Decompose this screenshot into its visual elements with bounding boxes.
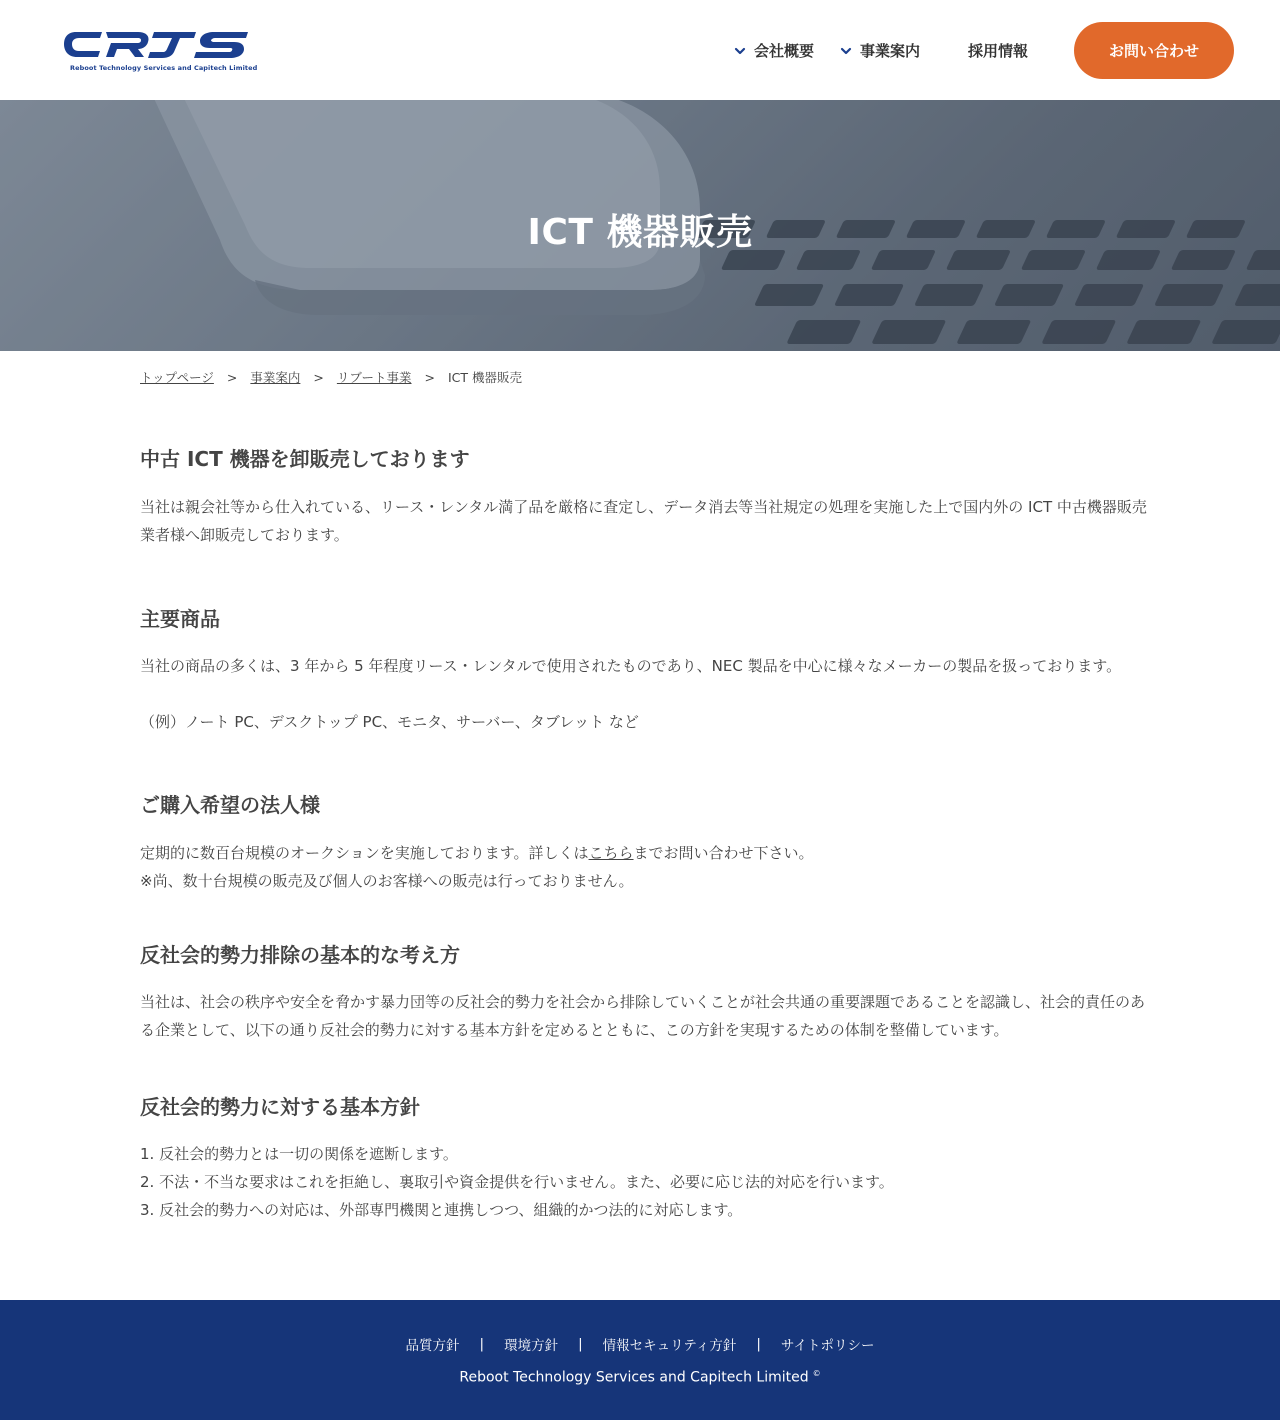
footer-separator: | <box>756 1336 761 1352</box>
nav-item-label: 会社概要 <box>753 42 814 60</box>
nav-item-company[interactable] <box>734 40 814 61</box>
copyright <box>0 1369 1280 1386</box>
contact-button[interactable]: お問い合わせ <box>1074 22 1234 79</box>
nav-item-recruit[interactable] <box>968 40 1028 61</box>
footer-link-security-policy[interactable]: 情報セキュリティ方針 <box>602 1338 737 1354</box>
product-examples: （例）ノート PC、デスクトップ PC、モニタ、サーバー、タブレット など <box>140 713 639 731</box>
copyright-text: Reboot Technology Services and Capitech Limited <box>459 1369 809 1386</box>
main-nav <box>708 22 1234 79</box>
section-paragraph: 当社は親会社等から仕入れている、リース・レンタル満了品を厳格に査定し、データ消去等当社規定の処理を実施した上で国内外の ICT 中古機器販売業者様へ卸販売しております。 <box>140 498 1147 544</box>
nav-item-label: 採用情報 <box>967 42 1028 60</box>
chevron-down-icon <box>840 45 852 57</box>
page-title: ICT 機器販売 <box>527 212 753 253</box>
section-heading: 反社会的勢力に対する基本方針 <box>140 1095 420 1119</box>
footer-link-quality-policy[interactable]: 品質方針 <box>405 1338 460 1354</box>
policy-item: 2. 不法・不当な要求はこれを拒絶し、裏取引や資金提供を行いません。また、必要に応じ法的対応を行います。 <box>140 1173 894 1191</box>
breadcrumb-link-business[interactable]: 事業案内 <box>250 370 301 385</box>
section-heading: 主要商品 <box>140 607 220 631</box>
footer-link-site-policy[interactable]: サイトポリシー <box>780 1338 875 1354</box>
section-note: ※尚、数十台規模の販売及び個人のお客様への販売は行っておりません。 <box>140 872 634 890</box>
logo-subtitle: Reboot Technology Services and Capitech Limited <box>70 64 258 72</box>
section-paragraph: 当社は、社会の秩序や安全を脅かす暴力団等の反社会的勢力を社会から排除していくことが社会共通の重要課題であることを認識し、社会的責任のある企業として、以下の通り反社会的勢力に対する基本方針を定めるとともに、この方針を実現するための体制を整備しています。 <box>140 993 1146 1039</box>
breadcrumb-link-top[interactable]: トップページ <box>140 370 214 385</box>
section-heading: 中古 ICT 機器を卸販売しております <box>140 447 470 471</box>
paragraph-text: までお問い合わせ下さい。 <box>633 844 814 862</box>
breadcrumb-current: ICT 機器販売 <box>448 370 523 385</box>
company-logo[interactable] <box>62 28 258 74</box>
breadcrumb <box>140 368 522 386</box>
breadcrumb-separator: > <box>313 369 324 385</box>
breadcrumb-link-reboot[interactable]: リブート事業 <box>336 370 412 385</box>
nav-item-label: 事業案内 <box>859 42 920 60</box>
footer-separator: | <box>578 1336 583 1352</box>
section-heading: 反社会的勢力排除の基本的な考え方 <box>140 943 460 967</box>
footer-separator: | <box>479 1336 485 1352</box>
contact-link[interactable]: こちら <box>588 844 634 862</box>
nav-item-business[interactable] <box>840 40 920 61</box>
paragraph-text: 定期的に数百台規模のオークションを実施しております。詳しくは <box>140 844 589 862</box>
logo-mark <box>62 28 252 62</box>
section-heading: ご購入希望の法人様 <box>140 793 320 817</box>
footer-link-environment-policy[interactable]: 環境方針 <box>504 1338 559 1354</box>
footer-links <box>0 1334 1280 1354</box>
policy-item: 3. 反社会的勢力への対応は、外部専門機関と連携しつつ、組織的かつ法的に対応します。 <box>140 1201 743 1219</box>
breadcrumb-separator: > <box>226 369 238 385</box>
breadcrumb-separator: > <box>424 369 435 385</box>
chevron-down-icon <box>734 45 746 57</box>
site-header <box>0 0 1280 100</box>
section-paragraph: 当社の商品の多くは、3 年から 5 年程度リース・レンタルで使用されたものであり、NEC 製品を中心に様々なメーカーの製品を扱っております。 <box>140 657 1122 675</box>
section-paragraph <box>140 839 1150 867</box>
policy-item: 1. 反社会的勢力とは一切の関係を遮断します。 <box>140 1145 458 1163</box>
site-footer <box>0 1300 1280 1420</box>
hero-banner <box>0 100 1280 351</box>
copyright-mark: © <box>812 1369 821 1378</box>
